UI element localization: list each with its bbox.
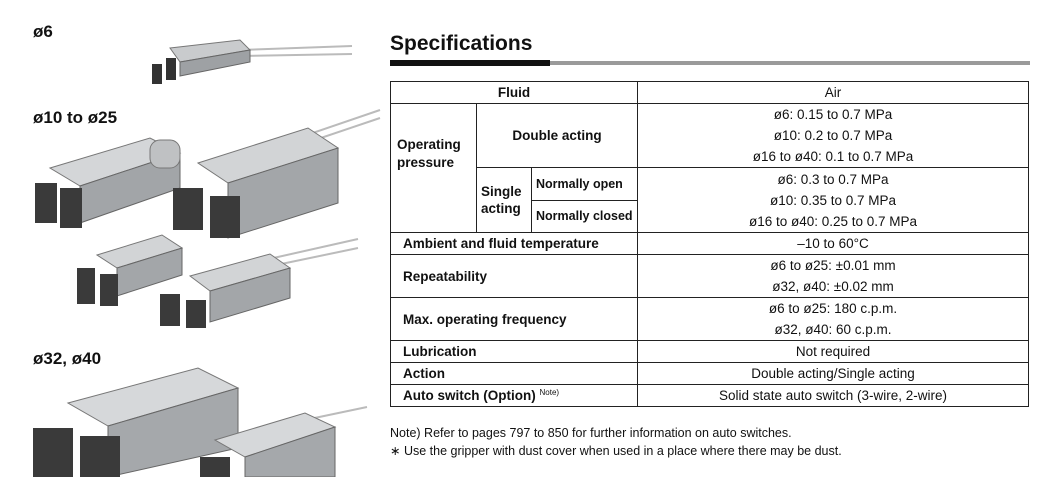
frequency-value-1: ø6 to ø25: 180 c.p.m. <box>768 301 898 316</box>
frequency-values <box>638 298 1029 341</box>
normally-open-label: Normally open <box>532 168 637 201</box>
footnote-dust-cover: ∗ Use the gripper with dust cover when used in a place where there may be dust. <box>390 444 842 458</box>
size-label-6: ø6 <box>33 22 53 41</box>
double-acting-value-3: ø16 to ø40: 0.1 to 0.7 MPa <box>752 149 914 164</box>
repeatability-label: Repeatability <box>391 255 638 298</box>
lubrication-label: Lubrication <box>391 341 638 363</box>
auto-switch-label-cell <box>391 385 638 407</box>
fluid-label: Fluid <box>391 82 638 104</box>
temperature-label: Ambient and fluid temperature <box>391 233 638 255</box>
single-acting-label: Single acting <box>477 168 532 233</box>
single-acting-subtypes <box>532 168 638 233</box>
repeatability-value-2: ø32, ø40: ±0.02 mm <box>772 279 894 294</box>
action-label: Action <box>391 363 638 385</box>
gripper-photo-6 <box>140 28 355 90</box>
double-acting-value-1: ø6: 0.15 to 0.7 MPa <box>773 107 893 122</box>
gripper-photo-10b <box>168 108 383 248</box>
footnote-auto-switch: Note) Refer to pages 797 to 850 for further information on auto switches. <box>390 426 792 440</box>
double-acting-values <box>638 104 1029 168</box>
temperature-value: –10 to 60°C <box>638 233 1029 255</box>
table-row-single-acting <box>391 168 1029 233</box>
frequency-label: Max. operating frequency <box>391 298 638 341</box>
table-row-fluid <box>391 82 1029 104</box>
page-title: Specifications <box>390 32 533 55</box>
fluid-value: Air <box>638 82 1029 104</box>
table-row-repeatability <box>391 255 1029 298</box>
normally-closed-label: Normally closed <box>536 209 633 223</box>
gripper-photo-40 <box>195 405 370 477</box>
table-row-auto-switch <box>391 385 1029 407</box>
repeatability-values <box>638 255 1029 298</box>
frequency-value-2: ø32, ø40: 60 c.p.m. <box>774 322 892 337</box>
single-acting-value-3: ø16 to ø40: 0.25 to 0.7 MPa <box>748 213 918 229</box>
table-row-double-acting <box>391 104 1029 168</box>
table-row-lubrication <box>391 341 1029 363</box>
double-acting-label: Double acting <box>477 104 638 168</box>
auto-switch-value: Solid state auto switch (3-wire, 2-wire) <box>638 385 1029 407</box>
double-acting-value-2: ø10: 0.2 to 0.7 MPa <box>773 128 893 143</box>
lubrication-value: Not required <box>638 341 1029 363</box>
size-label-10-25: ø10 to ø25 <box>33 108 118 127</box>
gripper-photo-10a <box>30 128 190 236</box>
table-row-action <box>391 363 1029 385</box>
auto-switch-label: Auto switch (Option) <box>403 388 536 403</box>
auto-switch-note-mark: Note) <box>539 388 560 397</box>
table-row-frequency <box>391 298 1029 341</box>
specifications-table <box>390 81 1029 407</box>
action-value: Double acting/Single acting <box>638 363 1029 385</box>
operating-pressure-label: Operating pressure <box>391 104 477 233</box>
single-acting-value-1: ø6: 0.3 to 0.7 MPa <box>777 171 889 187</box>
table-row-temperature <box>391 233 1029 255</box>
single-acting-value-2: ø10: 0.35 to 0.7 MPa <box>769 192 897 208</box>
single-acting-values <box>638 168 1029 233</box>
title-underline <box>390 61 1030 65</box>
footnotes <box>390 424 842 460</box>
repeatability-value-1: ø6 to ø25: ±0.01 mm <box>770 258 896 273</box>
gripper-photo-10d <box>150 236 360 331</box>
size-label-32-40: ø32, ø40 <box>33 349 102 368</box>
